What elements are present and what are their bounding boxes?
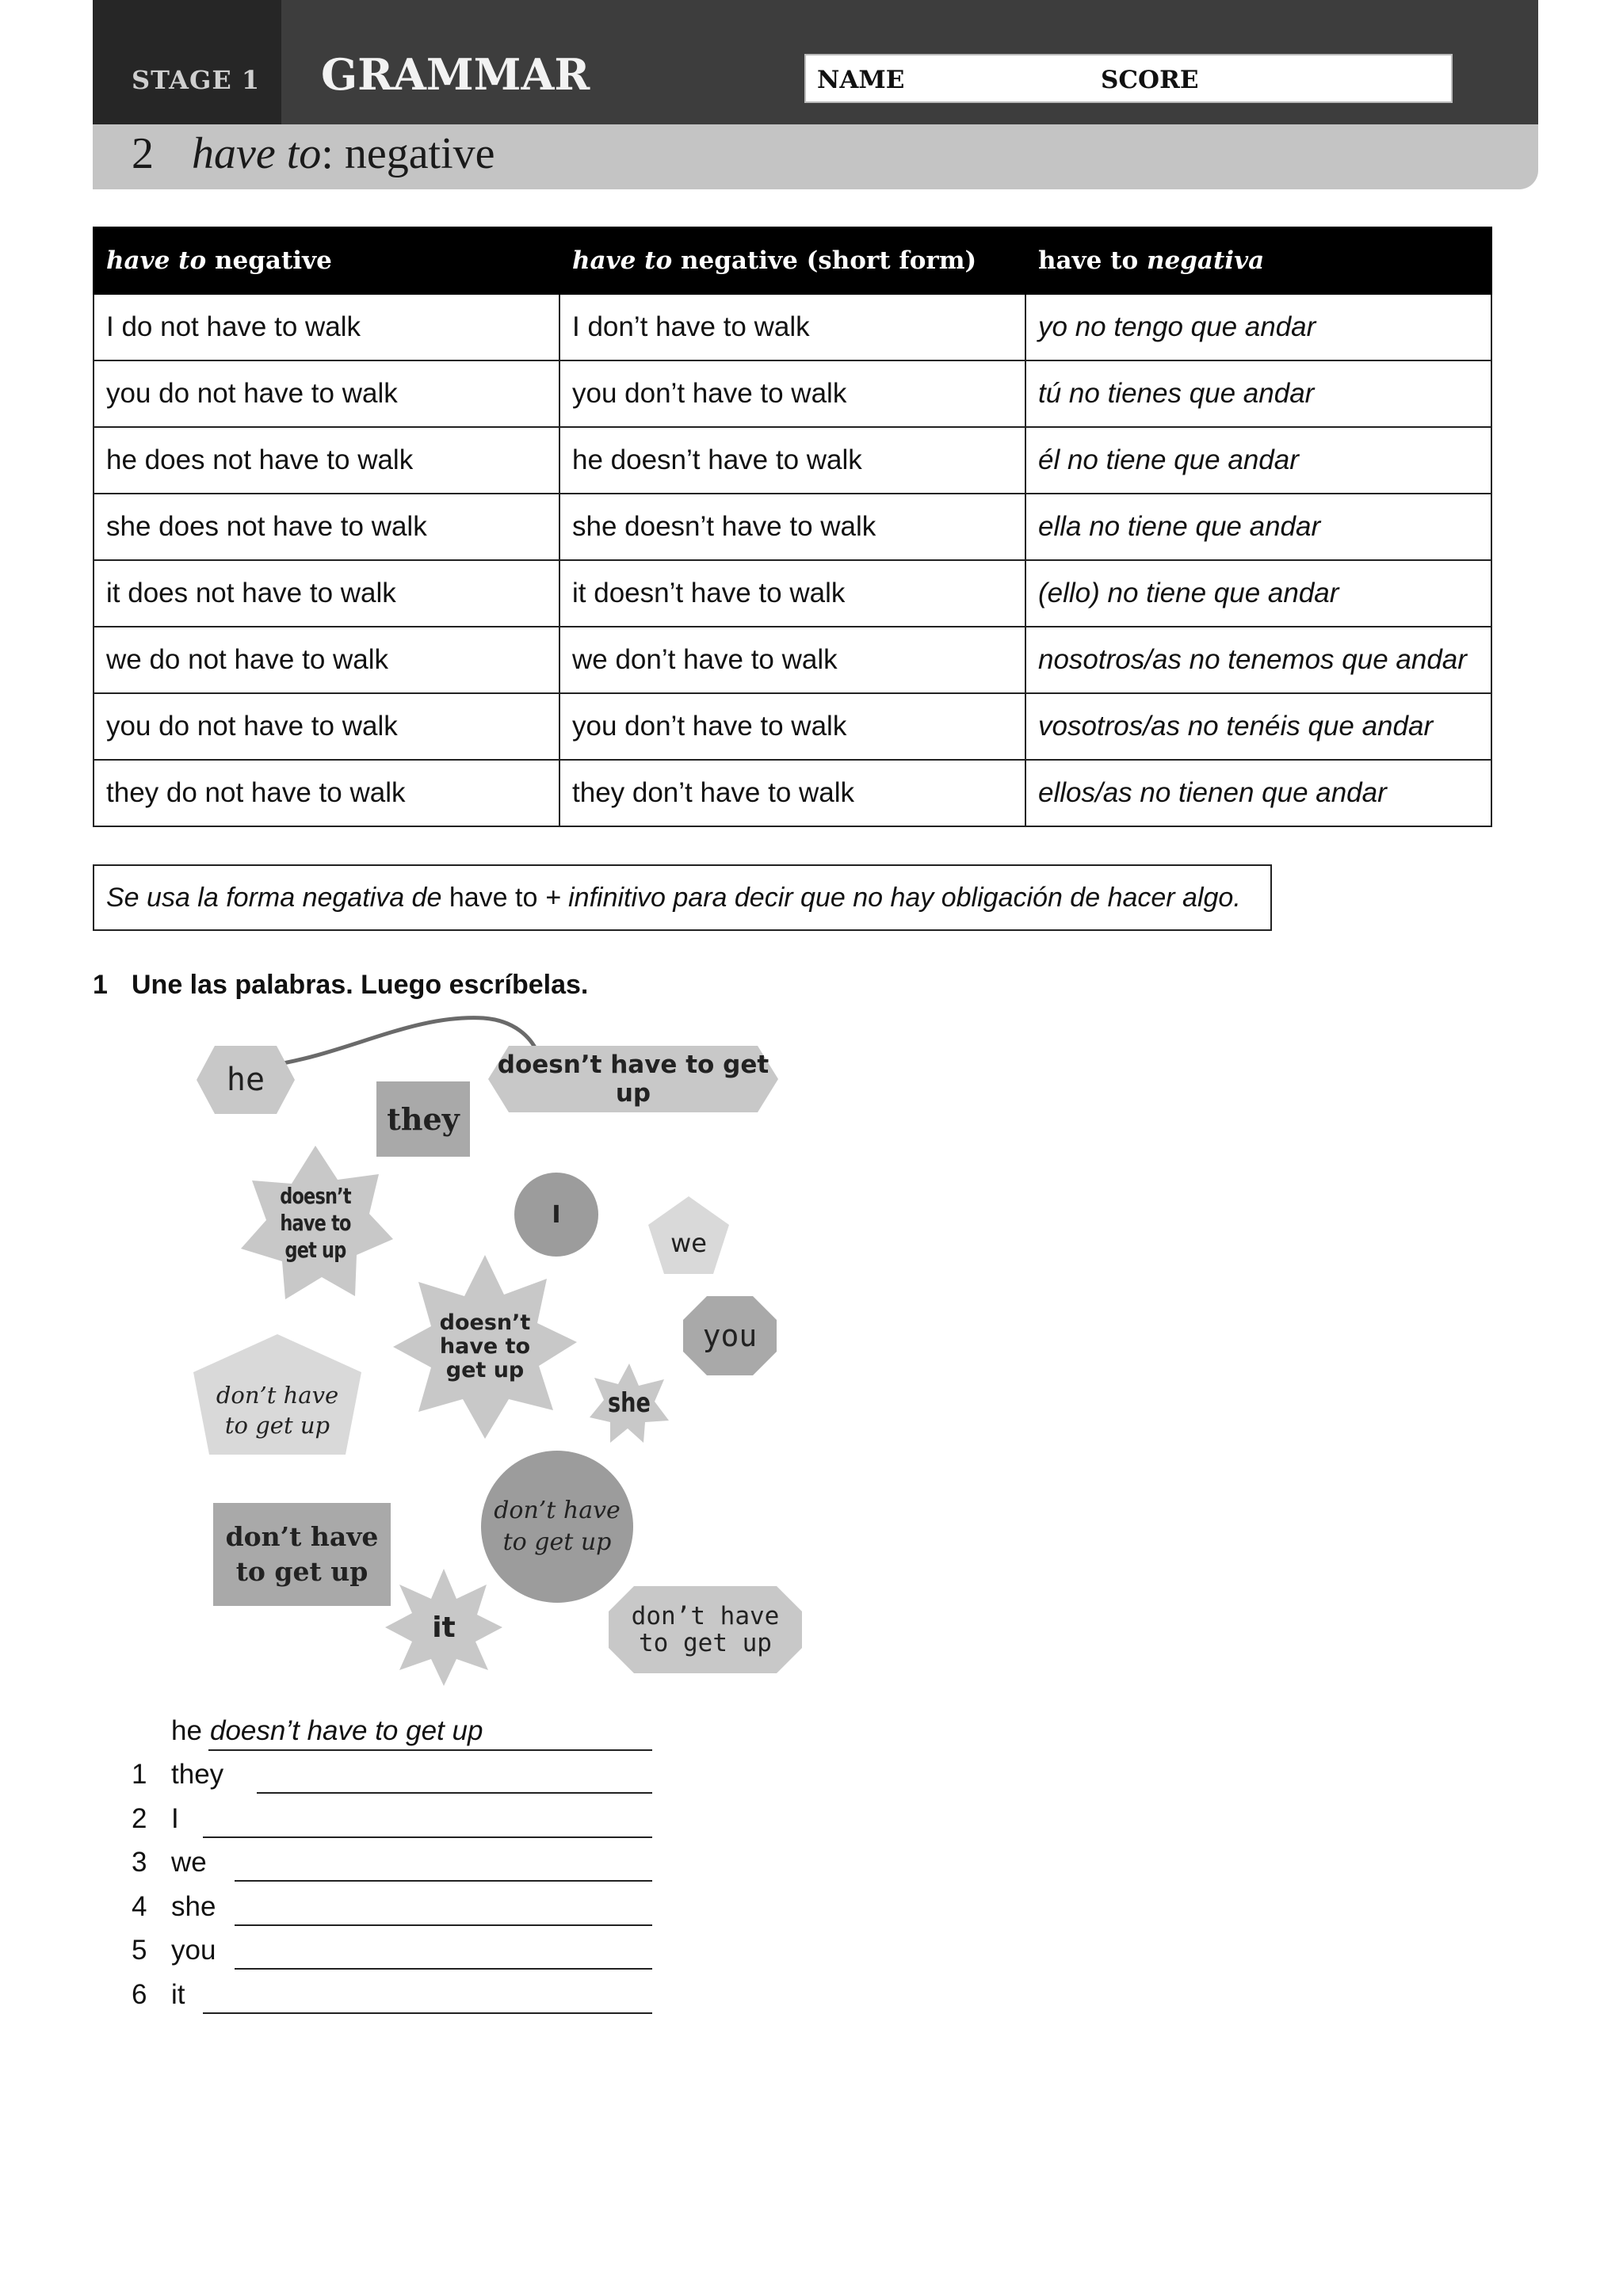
usage-note: Se usa la forma negativa de have to + infinitivo para decir que no hay obligación de hacer algo. bbox=[93, 864, 1272, 931]
english-full-cell: it does not have to walk bbox=[94, 560, 559, 627]
word-shape-dont-rect[interactable] bbox=[213, 1503, 391, 1606]
english-short-cell: she doesn’t have to walk bbox=[559, 494, 1025, 560]
table-row bbox=[94, 693, 1491, 760]
word-she: she bbox=[607, 1387, 651, 1419]
item-subject: it bbox=[171, 1979, 185, 2010]
example-subject: he bbox=[171, 1715, 202, 1746]
item-number: 1 bbox=[132, 1759, 147, 1790]
english-short-cell: I don’t have to walk bbox=[559, 294, 1025, 360]
table-row bbox=[94, 494, 1491, 560]
english-short-cell: you don’t have to walk bbox=[559, 360, 1025, 427]
english-short-cell: you don’t have to walk bbox=[559, 693, 1025, 760]
table-row bbox=[94, 627, 1491, 693]
exercise-instruction: Une las palabras. Luego escríbelas. bbox=[132, 970, 589, 1000]
table-header-row bbox=[94, 227, 1491, 294]
spanish-cell: vosotros/as no tenéis que andar bbox=[1025, 693, 1491, 760]
score-label: SCORE bbox=[1101, 66, 1199, 94]
word-shape-you[interactable] bbox=[682, 1295, 778, 1377]
stage-label: STAGE 1 bbox=[132, 65, 261, 95]
english-full-cell: we do not have to walk bbox=[94, 627, 559, 693]
item-subject: I bbox=[171, 1803, 179, 1834]
word-doesnt-star: doesn’t have to get up bbox=[280, 1183, 351, 1263]
spanish-cell: ellos/as no tienen que andar bbox=[1025, 760, 1491, 826]
english-full-cell: you do not have to walk bbox=[94, 360, 559, 427]
english-full-cell: they do not have to walk bbox=[94, 760, 559, 826]
english-full-cell: she does not have to walk bbox=[94, 494, 559, 560]
word-dont-pent: don’t have to get up bbox=[216, 1382, 339, 1439]
answer-line[interactable] bbox=[235, 1936, 652, 1970]
item-subject: you bbox=[171, 1935, 216, 1966]
name-label: NAME bbox=[817, 66, 905, 94]
spanish-cell: nosotros/as no tenemos que andar bbox=[1025, 627, 1491, 693]
table-row bbox=[94, 560, 1491, 627]
word-shape-doesnt-top[interactable] bbox=[487, 1044, 780, 1114]
word-he: he bbox=[226, 1062, 265, 1098]
answer-line[interactable] bbox=[203, 1805, 652, 1838]
english-full-cell: you do not have to walk bbox=[94, 693, 559, 760]
spanish-cell: ella no tiene que andar bbox=[1025, 494, 1491, 560]
spanish-cell: él no tiene que andar bbox=[1025, 427, 1491, 494]
english-short-cell: we don’t have to walk bbox=[559, 627, 1025, 693]
word-shape-he[interactable] bbox=[195, 1044, 296, 1116]
example-answer-line bbox=[208, 1718, 652, 1751]
column-header: have to negative bbox=[94, 227, 559, 294]
answer-line[interactable] bbox=[235, 1848, 652, 1882]
answer-line[interactable] bbox=[257, 1760, 652, 1794]
example-answer: doesn’t have to get up bbox=[210, 1715, 483, 1746]
spanish-cell: (ello) no tiene que andar bbox=[1025, 560, 1491, 627]
word-dont-oct: don’t have to get up bbox=[631, 1602, 780, 1657]
item-subject: we bbox=[171, 1847, 207, 1878]
word-shape-i[interactable] bbox=[514, 1172, 599, 1257]
answer-line[interactable] bbox=[235, 1893, 652, 1926]
exercise-number: 1 bbox=[93, 970, 108, 1000]
word-i: I bbox=[552, 1200, 561, 1229]
english-short-cell: it doesn’t have to walk bbox=[559, 560, 1025, 627]
section-title: have to: negative bbox=[192, 129, 495, 178]
word-shape-dont-oct[interactable] bbox=[607, 1585, 804, 1675]
column-header: have to negative (short form) bbox=[559, 227, 1025, 294]
table-row bbox=[94, 360, 1491, 427]
page-title: GRAMMAR bbox=[321, 49, 590, 100]
word-shape-we[interactable] bbox=[647, 1195, 731, 1276]
english-short-cell: he doesn’t have to walk bbox=[559, 427, 1025, 494]
item-number: 4 bbox=[132, 1891, 147, 1922]
item-subject: they bbox=[171, 1759, 224, 1790]
word-shape-she[interactable] bbox=[588, 1362, 670, 1444]
english-full-cell: I do not have to walk bbox=[94, 294, 559, 360]
word-shape-doesnt-center[interactable] bbox=[391, 1253, 579, 1440]
spanish-cell: yo no tengo que andar bbox=[1025, 294, 1491, 360]
table-row bbox=[94, 427, 1491, 494]
word-doesnt-top: doesn’t have to get up bbox=[497, 1051, 769, 1108]
word-dont-circle: don’t have to get up bbox=[494, 1497, 621, 1556]
word-they: they bbox=[387, 1101, 460, 1137]
word-shape-it[interactable] bbox=[384, 1567, 504, 1688]
item-number: 3 bbox=[132, 1847, 147, 1878]
item-number: 2 bbox=[132, 1803, 147, 1834]
word-dont-rect: don’t have to get up bbox=[225, 1521, 379, 1587]
table-row bbox=[94, 760, 1491, 826]
english-short-cell: they don’t have to walk bbox=[559, 760, 1025, 826]
section-number: 2 bbox=[132, 129, 154, 178]
item-number: 6 bbox=[132, 1979, 147, 2010]
word-we: we bbox=[670, 1228, 707, 1258]
word-doesnt-center: doesn’t have to get up bbox=[439, 1310, 531, 1383]
grammar-table bbox=[93, 227, 1492, 827]
stage-block bbox=[93, 0, 281, 124]
item-subject: she bbox=[171, 1891, 216, 1922]
word-shape-doesnt-star[interactable] bbox=[236, 1144, 395, 1302]
item-number: 5 bbox=[132, 1935, 147, 1966]
word-you: you bbox=[702, 1318, 758, 1353]
spanish-cell: tú no tienes que andar bbox=[1025, 360, 1491, 427]
word-shape-dont-pent[interactable] bbox=[192, 1333, 363, 1456]
table-row bbox=[94, 294, 1491, 360]
column-header: have to negativa bbox=[1025, 227, 1491, 294]
english-full-cell: he does not have to walk bbox=[94, 427, 559, 494]
answer-line[interactable] bbox=[203, 1981, 652, 2014]
name-score-box[interactable] bbox=[804, 54, 1453, 103]
word-it: it bbox=[432, 1611, 456, 1644]
